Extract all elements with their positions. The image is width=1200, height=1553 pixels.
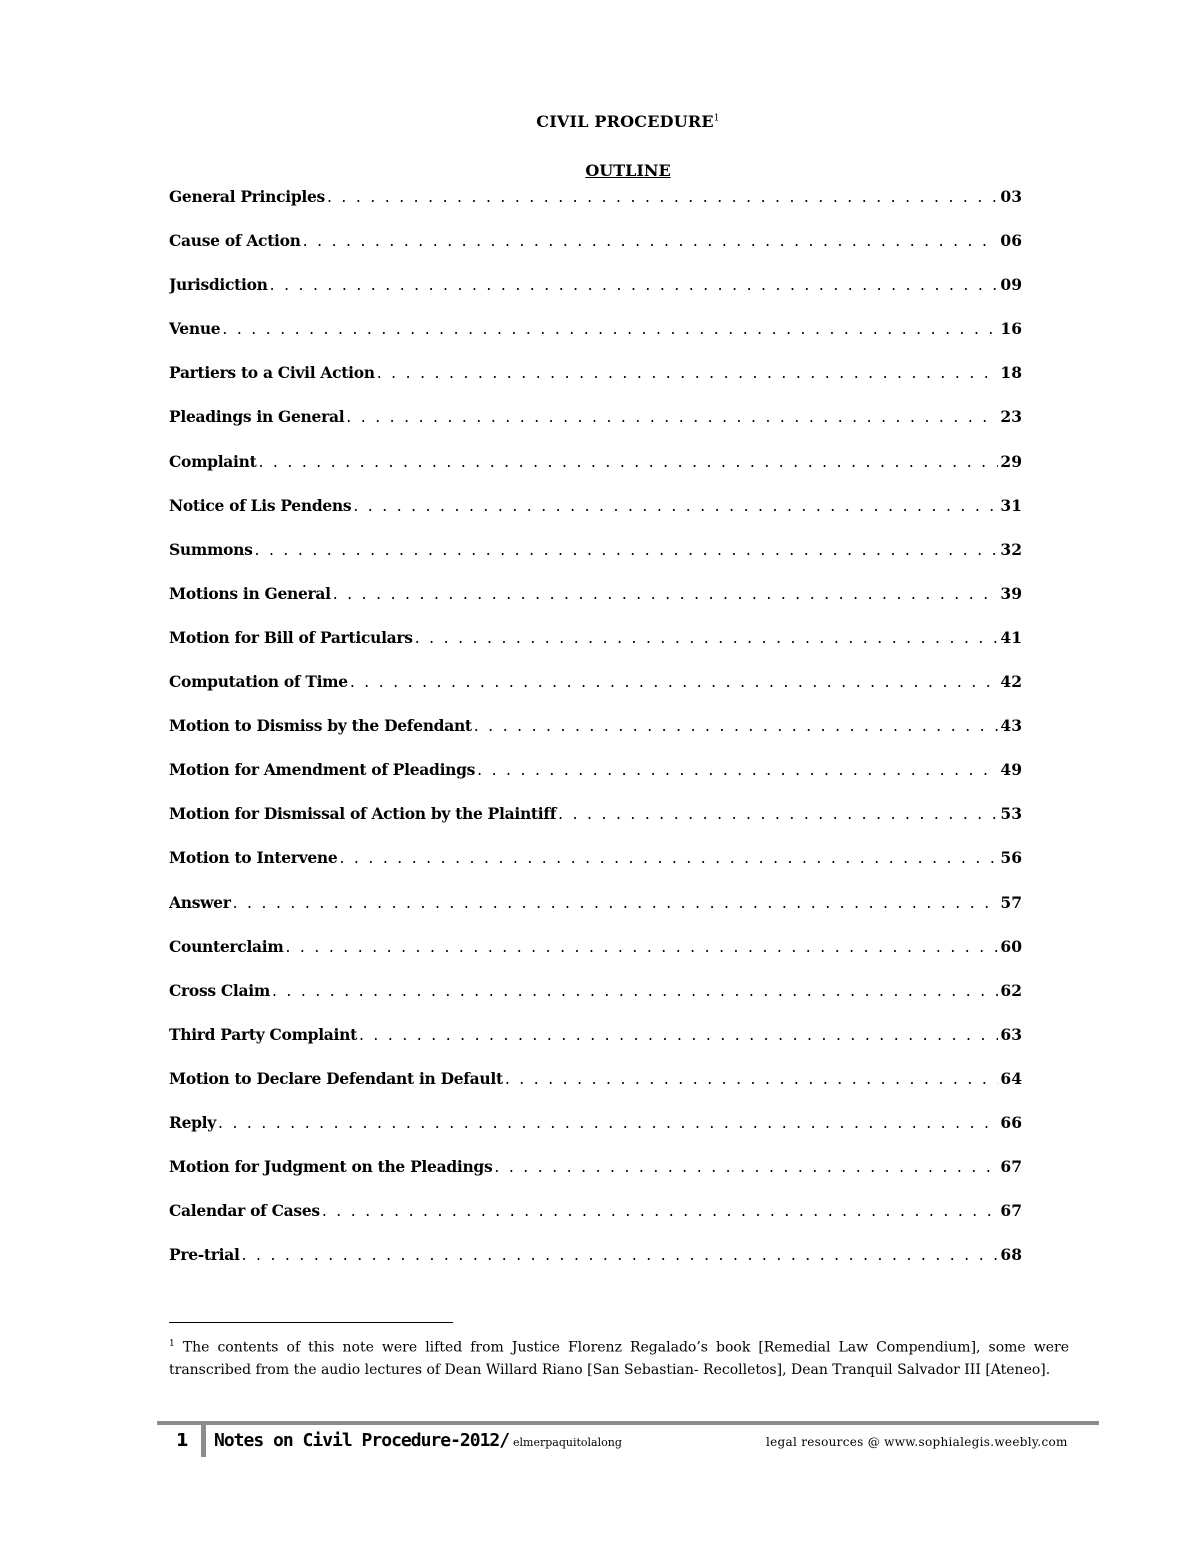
toc-entry-page: 63 xyxy=(1000,1024,1022,1044)
toc-leader-dots xyxy=(415,627,999,649)
toc-leader-dots xyxy=(272,980,998,1002)
toc-leader-dots xyxy=(346,406,998,428)
footer-site: legal resources @ www.sophialegis.weebly.com xyxy=(766,1435,1068,1449)
toc-entry xyxy=(169,936,1022,980)
toc-entry-page: 68 xyxy=(1000,1245,1022,1265)
toc-entry-page: 16 xyxy=(1000,319,1022,339)
toc-entry-label: Jurisdiction xyxy=(169,275,268,295)
table-of-contents xyxy=(169,186,1022,1288)
footnote-mark: 1 xyxy=(169,1339,175,1349)
toc-entry xyxy=(169,1112,1022,1156)
toc-entry-label: Reply xyxy=(169,1112,216,1132)
toc-entry xyxy=(169,892,1022,936)
outline-heading: OUTLINE xyxy=(585,161,671,180)
toc-entry-label: Motion for Bill of Particulars xyxy=(169,627,413,647)
page-number: 1 xyxy=(176,1430,189,1451)
toc-entry-label: Pleadings in General xyxy=(169,407,345,427)
toc-entry-label: Motion to Declare Defendant in Default xyxy=(169,1068,503,1088)
toc-entry-page: 67 xyxy=(1000,1157,1022,1177)
toc-entry-label: Third Party Complaint xyxy=(169,1024,357,1044)
toc-entry xyxy=(169,980,1022,1024)
toc-leader-dots xyxy=(242,1244,999,1266)
toc-entry-page: 66 xyxy=(1000,1112,1022,1132)
toc-entry-page: 67 xyxy=(1000,1201,1022,1221)
toc-entry xyxy=(169,539,1022,583)
toc-entry xyxy=(169,715,1022,759)
toc-entry xyxy=(169,1068,1022,1112)
toc-entry xyxy=(169,186,1022,230)
toc-entry-label: Summons xyxy=(169,539,253,559)
toc-leader-dots xyxy=(359,1024,998,1046)
toc-entry xyxy=(169,803,1022,847)
toc-leader-dots xyxy=(333,583,999,605)
toc-entry-page: 31 xyxy=(1000,495,1022,515)
toc-entry xyxy=(169,671,1022,715)
toc-entry-page: 60 xyxy=(1000,936,1022,956)
toc-entry-label: Cross Claim xyxy=(169,980,270,1000)
toc-entry-label: Motion for Dismissal of Action by the Plaintiff xyxy=(169,804,557,824)
toc-entry xyxy=(169,627,1022,671)
toc-entry xyxy=(169,318,1022,362)
footnote xyxy=(169,1333,1069,1381)
toc-entry-page: 57 xyxy=(1000,892,1022,912)
toc-entry-page: 23 xyxy=(1000,407,1022,427)
document-title xyxy=(0,112,1200,131)
toc-leader-dots xyxy=(494,1156,998,1178)
toc-entry-label: Computation of Time xyxy=(169,672,348,692)
toc-entry-label: Notice of Lis Pendens xyxy=(169,495,352,515)
toc-entry xyxy=(169,451,1022,495)
footnote-text: The contents of this note were lifted from Justice Florenz Regalado’s book [Remedial Law Compendium], some were transcribed from the audio lectures of Dean Willard Riano [San Sebastian- Recolletos], Dean Tranquil Salvador III [Ateneo]. xyxy=(169,1339,1069,1378)
toc-entry-page: 41 xyxy=(1000,627,1022,647)
toc-leader-dots xyxy=(233,892,999,914)
toc-leader-dots xyxy=(558,803,998,825)
toc-entry xyxy=(169,274,1022,318)
toc-entry-label: Answer xyxy=(169,892,231,912)
toc-entry-page: 03 xyxy=(1000,187,1022,206)
toc-entry xyxy=(169,1200,1022,1244)
toc-entry-label: General Principles xyxy=(169,187,325,206)
toc-entry-label: Counterclaim xyxy=(169,936,284,956)
footnote-separator xyxy=(169,1322,453,1323)
footer-title: Notes on Civil Procedure-2012/ xyxy=(214,1430,510,1451)
toc-entry-page: 06 xyxy=(1000,231,1022,251)
toc-entry-page: 62 xyxy=(1000,980,1022,1000)
toc-leader-dots xyxy=(477,759,998,781)
toc-entry-label: Motion for Amendment of Pleadings xyxy=(169,760,476,780)
title-text: CIVIL PROCEDURE xyxy=(536,112,714,131)
footer-author: elmerpaquitolalong xyxy=(513,1436,622,1449)
toc-leader-dots xyxy=(285,936,998,958)
toc-entry xyxy=(169,759,1022,803)
toc-entry-page: 32 xyxy=(1000,539,1022,559)
toc-leader-dots xyxy=(222,318,998,340)
toc-entry-label: Cause of Action xyxy=(169,231,301,251)
toc-entry xyxy=(169,1024,1022,1068)
toc-entry-page: 18 xyxy=(1000,363,1022,383)
toc-entry-page: 42 xyxy=(1000,672,1022,692)
toc-entry-page: 29 xyxy=(1000,451,1022,471)
toc-entry-label: Partiers to a Civil Action xyxy=(169,363,375,383)
toc-entry-label: Motion for Judgment on the Pleadings xyxy=(169,1157,493,1177)
toc-leader-dots xyxy=(474,715,999,737)
toc-entry-label: Complaint xyxy=(169,451,257,471)
toc-leader-dots xyxy=(505,1068,999,1090)
toc-entry-page: 56 xyxy=(1000,848,1022,868)
footer-rule xyxy=(157,1421,1099,1425)
toc-leader-dots xyxy=(218,1112,998,1134)
toc-entry-label: Motion to Intervene xyxy=(169,848,338,868)
toc-leader-dots xyxy=(270,274,999,296)
toc-leader-dots xyxy=(339,847,998,869)
toc-entry-label: Pre-trial xyxy=(169,1245,240,1265)
toc-entry-label: Motions in General xyxy=(169,583,331,603)
toc-leader-dots xyxy=(322,1200,999,1222)
toc-leader-dots xyxy=(258,451,998,473)
toc-leader-dots xyxy=(350,671,999,693)
toc-entry xyxy=(169,1244,1022,1288)
toc-entry-page: 43 xyxy=(1000,716,1022,736)
toc-leader-dots xyxy=(353,495,998,517)
toc-entry xyxy=(169,1156,1022,1200)
toc-entry-label: Venue xyxy=(169,319,221,339)
toc-entry xyxy=(169,230,1022,274)
toc-entry-label: Motion to Dismiss by the Defendant xyxy=(169,716,472,736)
toc-entry-page: 39 xyxy=(1000,583,1022,603)
toc-entry xyxy=(169,847,1022,891)
footer-divider xyxy=(201,1425,206,1457)
toc-entry xyxy=(169,362,1022,406)
toc-leader-dots xyxy=(327,186,998,208)
toc-leader-dots xyxy=(255,539,999,561)
toc-entry xyxy=(169,495,1022,539)
toc-entry-page: 09 xyxy=(1000,275,1022,295)
toc-leader-dots xyxy=(303,230,999,252)
toc-entry-page: 64 xyxy=(1000,1068,1022,1088)
toc-entry-page: 53 xyxy=(1000,804,1022,824)
toc-entry-page: 49 xyxy=(1000,760,1022,780)
toc-entry xyxy=(169,406,1022,450)
toc-leader-dots xyxy=(377,362,999,384)
toc-entry xyxy=(169,583,1022,627)
toc-entry-label: Calendar of Cases xyxy=(169,1201,320,1221)
title-footnote-mark: 1 xyxy=(713,113,720,124)
